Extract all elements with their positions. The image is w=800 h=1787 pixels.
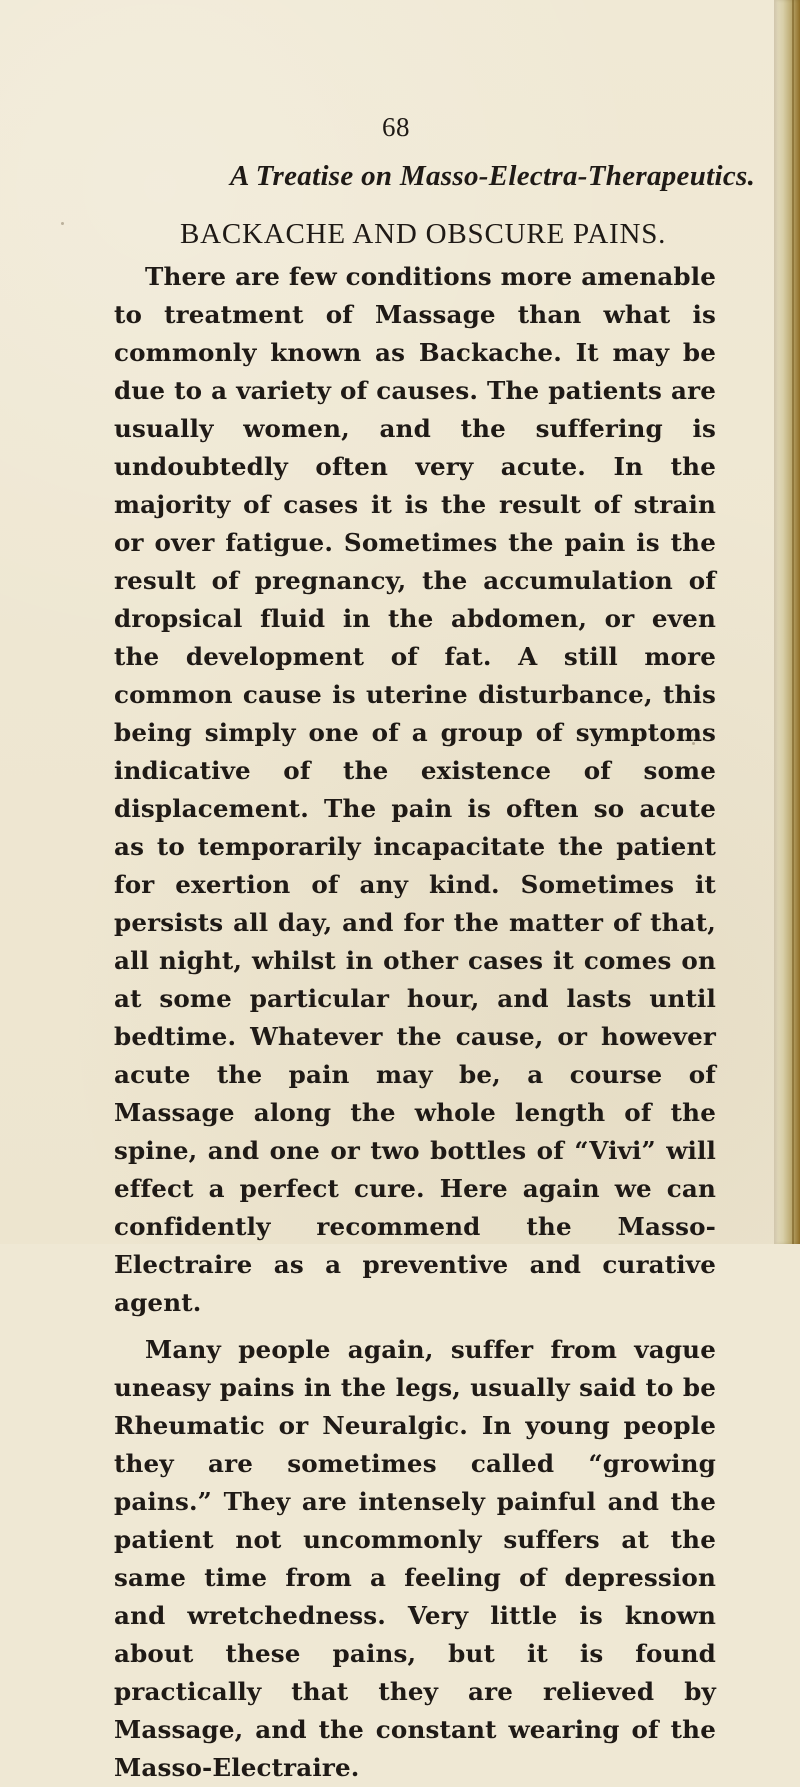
paragraph-2: Many people again, suffer from vague uneasy pains in the legs, usually said to be Rheumatic or Neuralgic. In young people they are sometimes called “growing pains.” They are intensely painful and the patient not uncommonly suffers at the same time from a feeling of depression and wretchedness. Very little is known about these pains, but it is found practically that they are relieved by Massage, and the constant wearing of the Masso-Electraire. bbox=[114, 1335, 716, 1782]
paper-speck bbox=[61, 222, 64, 225]
paragraph-1: There are few conditions more amenable to treatment of Massage than what is commonly known as Backache. It may be due to a variety of causes. The patients are usually women, and the suffering is undoubtedly often very acute. In the majority of cases it is the result of strain or over fatigue. Sometimes the pain is the result of pregnancy, the accumulation of dropsical fluid in the abdomen, or even the development of fat. A still more common cause is uterine disturbance, this being simply one of a group of symptoms indicative of the existence of some displacement. The pain is often so acute as to temporarily incapacitate the patient for exertion of any kind. Sometimes it persists all day, and for the matter of that, all night, whilst in other cases it comes on at some particular hour, and lasts until bedtime. Whatever the cause, or however acute the pain may be, a course of Massage along the whole length of the spine, and one or two bottles of “Vivi” will effect a perfect cure. Here again we can confidently recommend the Masso-Electraire as a preventive and curative agent. bbox=[114, 262, 716, 1317]
page-binding-edge bbox=[774, 0, 800, 1244]
body-text bbox=[114, 258, 716, 1787]
paper-speck bbox=[468, 1006, 471, 1009]
section-title: BACKACHE AND OBSCURE PAINS. bbox=[180, 218, 667, 250]
running-head: A Treatise on Masso-Electra-Therapeutics. bbox=[230, 160, 756, 192]
binding-shadow-line bbox=[792, 0, 794, 1244]
page-number: 68 bbox=[382, 112, 410, 142]
paper-speck bbox=[692, 742, 695, 745]
